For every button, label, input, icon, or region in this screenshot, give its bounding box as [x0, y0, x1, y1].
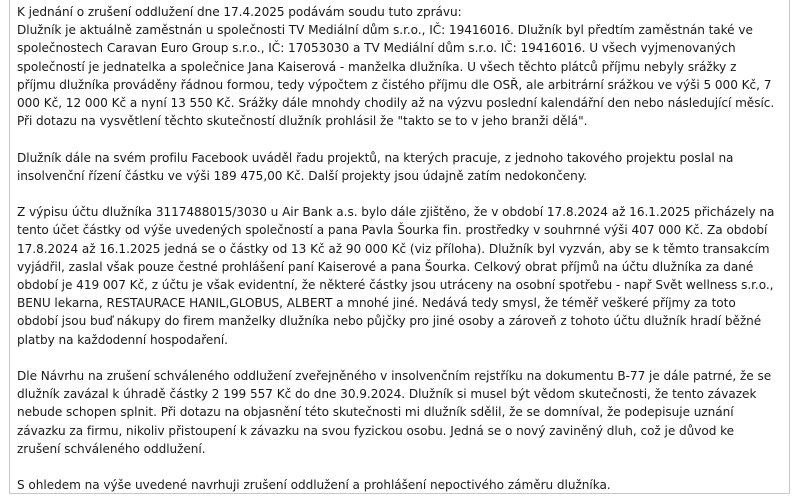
paragraph-bank-statement: Z výpisu účtu dlužníka 3117488015/3030 u Air Bank a.s. bylo dále zjištěno, že v období 17.8.2024 až 16.1.2025 přicházely na tento účet částky od výše uvedených společností a pana Pavla Šourka fin. prostředky v souhrnné výši 407 000 Kč. Za období 17.8.2024 až 16.1.2025 jedná se o částky od 13 Kč až 90 000 Kč (viz příloha). Dlužník byl vyzván, aby se k těmto transakcím vyjádřil, zaslal však pouze čestné prohlášení paní Kaiserové a pana Šourka. Celkový obrat příjmů na účtu dlužníka za dané období je 419 007 Kč, z účtu je však evidentní, že některé částky jsou utráceny na osobní spotřebu - např Svět wellness s.r.o., BENU lekarna, RESTAURACE HANIL,GLOBUS, ALBERT a mnohé jiné. Nedává tedy smysl, že téměř veškeré příjmy za toto období jsou buď nákupy do firem manželky dlužníka nebo půjčky pro jiné osoby a zároveň z tohoto účtu dlužník hradí běžné platby na každodenní hospodaření.	[17, 205, 775, 347]
paragraph-facebook-projects: Dlužník dále na svém profilu Facebook uváděl řadu projektů, na kterých pracuje, z jednoho takového projektu poslal na insolvenční řízení částku ve výši 189 475,00 Kč. Další projekty jsou údajně zatím nedokončeny.	[17, 150, 734, 183]
paragraph-employment: K jednání o zrušení oddlužení dne 17.4.2025 podávám soudu tuto zprávu: Dlužník je aktuálně zaměstnán u společnosti TV Mediální dům s.r.o., IČ: 19416016. Dlužník byl předtím zaměstnán také ve společnostech Caravan Euro Group s.r.o., IČ: 17053030 a TV Mediální dům s.r.o. IČ: 19416016. U všech vyjmenovaných společností je jednatelka a společnice Jana Kaiserová - manželka dlužníka. U všech těchto plátců příjmu nebyly srážky z příjmu dlužníka prováděny řádnou formou, tedy výpočtem z čistého příjmu dle OSŘ, ale arbitrární srážkou ve výši 5 000 Kč, 7 000 Kč, 12 000 Kč a nyní 13 550 Kč. Srážky dále mnohdy chodily až na výzvu poslední kalendářní den nebo následující měsíc. Při dotazu na vysvětlení těchto skutečností dlužník prohlásil že "takto se to v jeho branži dělá".	[17, 5, 775, 129]
report-text	[17, 3, 787, 494]
paragraph-conclusion: S ohledem na výše uvedené navrhuji zrušení oddlužení a prohlášení nepoctivého záměru dlužníka.	[17, 478, 611, 493]
paragraph-debt-obligation: Dle Návrhu na zrušení schváleného oddlužení zveřejněného v insolvenčním rejstříku na dokumentu B-77 je dále patrné, že se dlužník zavázal k úhradě částky 2 199 557 Kč do dne 30.9.2024. Dlužník si musel být vědom skutečnosti, že tento závazek nebude schopen splnit. Při dotazu na objasnění této skutečnosti mi dlužník sdělil, že se domníval, že podepisuje uznání závazku za firmu, nikoliv přistoupení k závazku na svou fyzickou osobu. Jedná se o nový zaviněný dluh, což je důvod ke zrušení schváleného oddlužení.	[17, 369, 772, 456]
